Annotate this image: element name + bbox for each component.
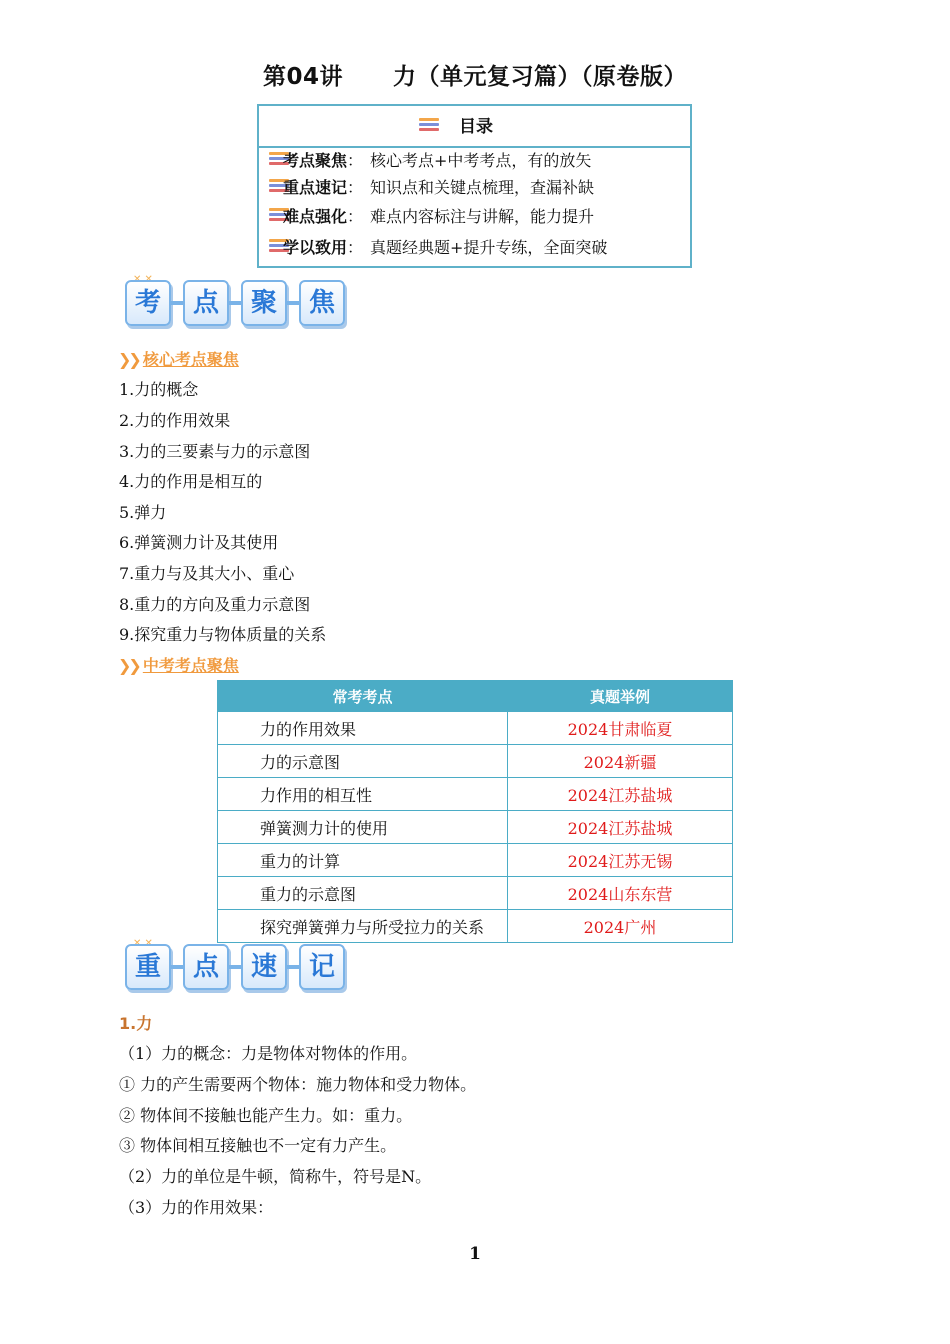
paragraph-line: （1）力的概念：力是物体对物体的作用。 xyxy=(119,1044,418,1063)
toc-desc: 难点内容标注与讲解，能力提升 xyxy=(370,207,595,226)
table-of-contents xyxy=(257,104,692,268)
exam-points-heading: ❯❯ 中考考点聚焦 xyxy=(118,656,239,675)
table-header-row xyxy=(218,681,733,712)
list-item: 1.力的概念 xyxy=(119,380,199,399)
example-cell: 2024新疆 xyxy=(508,745,733,778)
banner-char: 聚 xyxy=(241,280,287,326)
list-item: 6.弹簧测力计及其使用 xyxy=(119,533,279,552)
list-item: 3.力的三要素与力的示意图 xyxy=(119,442,311,461)
banner-char: 记 xyxy=(299,944,345,990)
banner-connector xyxy=(287,965,299,969)
column-header: 真题举例 xyxy=(508,681,733,712)
table-row xyxy=(218,811,733,844)
double-chevron-icon: ❯❯ xyxy=(118,350,139,369)
toc-desc: 核心考点+中考考点，有的放矢 xyxy=(370,151,592,170)
topic-cell: 力的作用效果 xyxy=(218,712,508,745)
example-cell: 2024甘肃临夏 xyxy=(508,712,733,745)
toc-header xyxy=(259,106,690,148)
core-points-heading: ❯❯ 核心考点聚焦 xyxy=(118,350,239,369)
page-number: 1 xyxy=(469,1244,481,1264)
banner-connector xyxy=(287,301,299,305)
toc-desc: 知识点和关键点梳理，查漏补缺 xyxy=(370,178,595,197)
list-item: 8.重力的方向及重力示意图 xyxy=(119,595,311,614)
list-item: 4.力的作用是相互的 xyxy=(119,472,263,491)
topic-cell: 力作用的相互性 xyxy=(218,778,508,811)
toc-label: 难点强化： xyxy=(283,207,364,226)
paragraph-line: ① 力的产生需要两个物体：施力物体和受力物体。 xyxy=(119,1075,477,1094)
topic-cell: 探究弹簧弹力与所受拉力的关系 xyxy=(218,910,508,943)
banner-char: 点 xyxy=(183,280,229,326)
page-title xyxy=(0,58,950,91)
banner-char: 考 xyxy=(125,280,171,326)
section-banner-kaodian xyxy=(125,280,350,332)
exam-points-table xyxy=(217,680,733,943)
banner-char: 点 xyxy=(183,944,229,990)
table-row xyxy=(218,778,733,811)
paragraph-line: ② 物体间不接触也能产生力。如：重力。 xyxy=(119,1106,413,1125)
section-banner-zhongdian xyxy=(125,944,350,996)
paragraph-line: （3）力的作用效果： xyxy=(119,1198,274,1217)
toc-title: 目录 xyxy=(459,117,493,137)
example-cell: 2024山东东营 xyxy=(508,877,733,910)
example-cell: 2024江苏盐城 xyxy=(508,778,733,811)
example-cell: 2024江苏无锡 xyxy=(508,844,733,877)
banner-connector xyxy=(229,965,241,969)
table-row xyxy=(218,877,733,910)
column-header: 常考考点 xyxy=(218,681,508,712)
banner-connector xyxy=(171,301,183,305)
topic-cell: 重力的计算 xyxy=(218,844,508,877)
banner-connector xyxy=(171,965,183,969)
toc-desc: 真题经典题+提升专练，全面突破 xyxy=(370,238,608,257)
example-cell: 2024广州 xyxy=(508,910,733,943)
section-heading: 1.力 xyxy=(119,1014,153,1033)
paragraph-line: ③ 物体间相互接触也不一定有力产生。 xyxy=(119,1136,397,1155)
list-icon xyxy=(419,118,441,134)
example-cell: 2024江苏盐城 xyxy=(508,811,733,844)
table-row xyxy=(218,910,733,943)
banner-char: 焦 xyxy=(299,280,345,326)
table-row xyxy=(218,745,733,778)
double-chevron-icon: ❯❯ xyxy=(118,656,139,675)
toc-label: 重点速记： xyxy=(283,178,364,197)
list-item: 9.探究重力与物体质量的关系 xyxy=(119,625,327,644)
list-item: 7.重力与及其大小、重心 xyxy=(119,564,295,583)
toc-label: 考点聚焦： xyxy=(283,151,364,170)
lecture-topic: 力（单元复习篇）（原卷版） xyxy=(393,64,687,90)
toc-label: 学以致用： xyxy=(283,238,364,257)
lecture-number: 第04讲 xyxy=(262,64,343,90)
paragraph-line: （2）力的单位是牛顿，简称牛，符号是N。 xyxy=(119,1167,432,1186)
list-item: 2.力的作用效果 xyxy=(119,411,231,430)
banner-connector xyxy=(229,301,241,305)
banner-char: 重 xyxy=(125,944,171,990)
banner-char: 速 xyxy=(241,944,287,990)
topic-cell: 弹簧测力计的使用 xyxy=(218,811,508,844)
table-row xyxy=(218,712,733,745)
list-item: 5.弹力 xyxy=(119,503,167,522)
topic-cell: 重力的示意图 xyxy=(218,877,508,910)
topic-cell: 力的示意图 xyxy=(218,745,508,778)
table-row xyxy=(218,844,733,877)
